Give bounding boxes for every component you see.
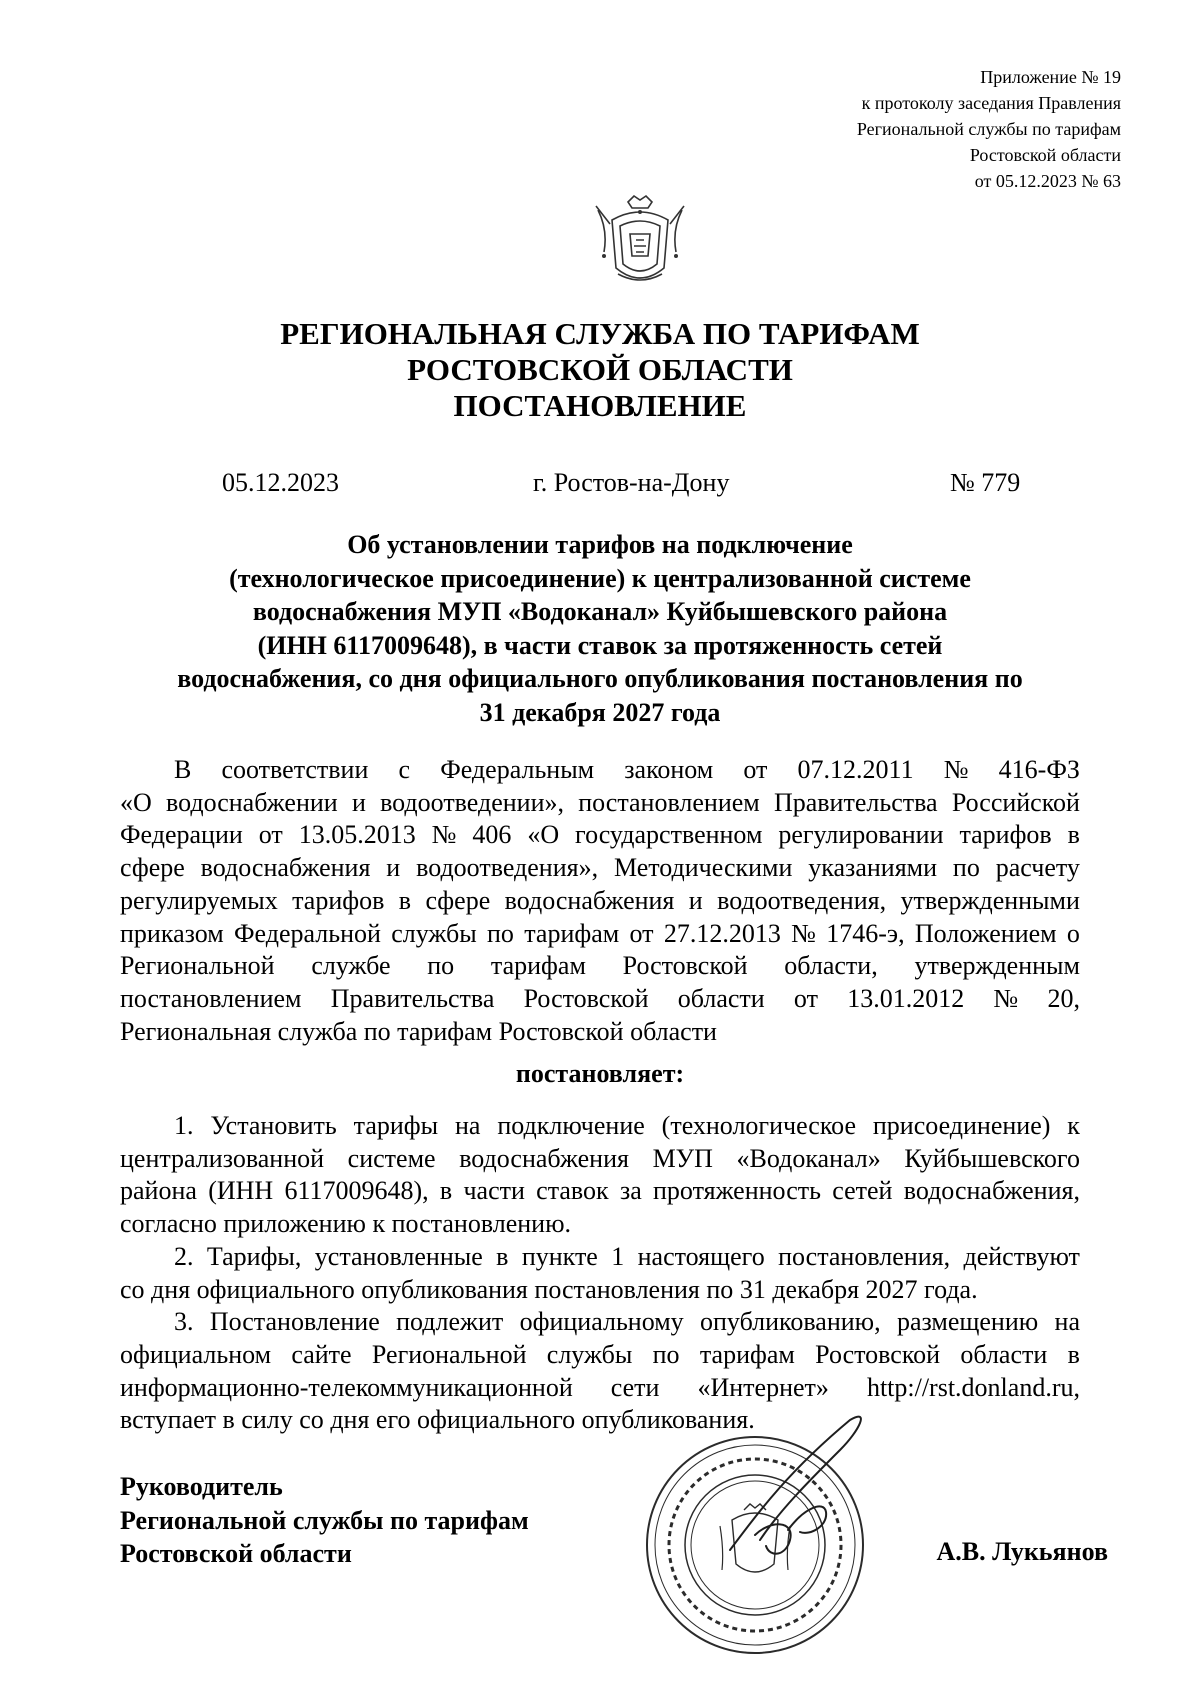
word: опубликования xyxy=(361,1274,535,1304)
word: (технологическое xyxy=(661,1111,856,1140)
decree-word: постановляет: xyxy=(515,1059,685,1088)
word: № xyxy=(791,918,816,948)
word: 1746-э, xyxy=(826,918,905,948)
word: водоснабжения xyxy=(504,885,675,915)
word: приказом xyxy=(120,918,224,948)
word: его xyxy=(375,1405,417,1435)
word: 27.12.2013 xyxy=(663,918,781,948)
word: к xyxy=(372,1209,392,1239)
word: 1 xyxy=(611,1241,625,1271)
word: сети xyxy=(610,1372,660,1402)
text-line xyxy=(120,1372,1080,1405)
word: указаниями xyxy=(808,853,938,883)
word: подлежит xyxy=(396,1307,504,1337)
word: МУП xyxy=(652,1143,713,1173)
subject-line: водоснабжения МУП «Водоканал» Куйбышевского района xyxy=(252,597,948,626)
word: 2027 xyxy=(865,1274,925,1304)
word: дня xyxy=(330,1405,376,1435)
text-line xyxy=(120,1016,1080,1049)
word: утвержденным xyxy=(914,951,1080,981)
coat-of-arms-icon xyxy=(590,190,690,292)
word: 3. xyxy=(174,1307,194,1337)
word: установленные xyxy=(314,1241,483,1271)
word: тарифам xyxy=(699,1339,795,1369)
word: от xyxy=(743,755,768,784)
word: присоединение) xyxy=(872,1111,1051,1140)
word: служба xyxy=(277,1016,364,1046)
text-line xyxy=(120,1241,1080,1274)
org-name-line: РОСТОВСКОЙ ОБЛАСТИ xyxy=(407,352,793,387)
word: 13.05.2013 xyxy=(298,820,416,850)
word: 20, xyxy=(1047,983,1080,1013)
word: приложению xyxy=(223,1209,373,1239)
text-line xyxy=(120,787,1080,820)
word: тарифов xyxy=(959,820,1052,850)
word: постановлению. xyxy=(391,1209,572,1239)
word: официального xyxy=(196,1274,362,1304)
word: официального xyxy=(416,1405,582,1435)
subject-line: (технологическое присоединение) к централизованной системе xyxy=(229,563,971,593)
word: Региональной xyxy=(371,1339,527,1369)
word: 07.12.2011 xyxy=(797,755,914,784)
word: от xyxy=(793,983,818,1013)
word: района xyxy=(120,1176,197,1206)
signer-name: А.В. Лукьянов xyxy=(936,1537,1108,1566)
word: 406 xyxy=(472,820,512,850)
word: (ИНН xyxy=(208,1176,274,1206)
word: от xyxy=(258,820,283,850)
word: размещению xyxy=(896,1307,1039,1337)
word: водоснабжения xyxy=(200,853,371,883)
word: Постановление xyxy=(209,1307,380,1337)
word: декабря xyxy=(772,1274,866,1304)
appendix-line: Приложение № 19 xyxy=(980,67,1121,87)
subject-line: Об установлении тарифов на подключение xyxy=(347,530,853,559)
word: с xyxy=(398,755,411,784)
text-line xyxy=(120,754,1080,787)
word: службе xyxy=(311,951,391,981)
word: к xyxy=(1067,1111,1080,1140)
appendix-line: от 05.12.2023 № 63 xyxy=(974,171,1121,191)
word: сфере xyxy=(120,853,185,883)
subject-line: (ИНН 6117009648), в части ставок за протяженность сетей xyxy=(257,630,943,660)
word: Правительства xyxy=(330,983,495,1013)
word: регулировании xyxy=(778,820,944,850)
document-city: г. Ростов-на-Дону xyxy=(533,468,730,497)
word: по xyxy=(487,918,514,948)
signer-position-line: Ростовской области xyxy=(120,1539,352,1568)
word: тарифам xyxy=(397,1016,499,1046)
word: в xyxy=(398,885,412,915)
word: силу xyxy=(241,1405,300,1435)
text-line xyxy=(120,1274,1080,1307)
word: системе xyxy=(347,1143,436,1173)
word: Федеральной xyxy=(233,918,381,948)
word: протяженность xyxy=(653,1176,821,1206)
word: государственном xyxy=(575,820,763,850)
word: за xyxy=(619,1176,642,1206)
text-line xyxy=(120,950,1080,983)
word: № xyxy=(431,820,457,850)
word: опубликованию, xyxy=(700,1307,881,1337)
word: в xyxy=(496,1241,509,1271)
preamble-paragraph xyxy=(120,754,1080,1048)
word: по xyxy=(427,951,455,981)
text-line xyxy=(120,1175,1080,1208)
word: сетей xyxy=(832,1176,893,1206)
word: области, xyxy=(784,951,878,981)
word: водоотведения, xyxy=(717,885,887,915)
word: Положением xyxy=(914,918,1057,948)
word: со xyxy=(299,1405,331,1435)
word: года. xyxy=(924,1274,978,1304)
appendix-line: Региональной службы по тарифам xyxy=(856,119,1121,139)
word: информационно-телекоммуникационной xyxy=(120,1372,573,1402)
word: официальному xyxy=(519,1307,684,1337)
word: по xyxy=(363,1016,398,1046)
word: службы xyxy=(391,918,477,948)
word: области xyxy=(677,983,765,1013)
word: Российской xyxy=(951,787,1080,817)
word: В xyxy=(174,755,192,784)
signer-position-line: Руководитель xyxy=(120,1472,283,1501)
word: тарифов xyxy=(292,885,385,915)
word: водоснабжения, xyxy=(903,1176,1080,1206)
word: Тарифы, xyxy=(206,1241,302,1271)
word: по xyxy=(952,853,980,883)
handwritten-signature xyxy=(700,1400,900,1600)
word: Ростовской xyxy=(498,1016,631,1046)
word: в xyxy=(1067,1339,1080,1369)
word: официальном xyxy=(120,1339,272,1369)
appendix-line: Ростовской области xyxy=(969,145,1121,165)
word: сфере xyxy=(425,885,491,915)
word: по xyxy=(706,1274,740,1304)
word: постановлением xyxy=(120,983,302,1013)
word: Региональной xyxy=(120,951,275,981)
word: ставок xyxy=(536,1176,609,1206)
word: со xyxy=(120,1274,152,1304)
text-line xyxy=(120,1404,1080,1437)
word: сайте xyxy=(291,1339,352,1369)
word: водоснабжения xyxy=(459,1143,629,1173)
text-line xyxy=(120,918,1080,951)
word: области xyxy=(960,1339,1048,1369)
document-date: 05.12.2023 xyxy=(222,468,339,497)
word: постановлением xyxy=(578,787,760,817)
word: по xyxy=(652,1339,680,1369)
word: Куйбышевского xyxy=(904,1143,1080,1173)
subject-line: 31 декабря 2027 года xyxy=(479,697,721,727)
word: тарифы xyxy=(353,1111,439,1140)
word: тарифам xyxy=(524,918,620,948)
word: Федерации xyxy=(120,820,243,850)
document-type: ПОСТАНОВЛЕНИЕ xyxy=(453,388,747,423)
word: постановления, xyxy=(778,1241,951,1271)
word: от xyxy=(629,918,654,948)
text-line xyxy=(120,1143,1080,1176)
word: в xyxy=(1067,820,1080,850)
word: водоотведении», xyxy=(380,787,565,817)
word: части xyxy=(463,1176,525,1206)
word: области xyxy=(630,1016,717,1046)
word: Ростовской xyxy=(815,1339,941,1369)
org-name-line: РЕГИОНАЛЬНАЯ СЛУЖБА ПО ТАРИФАМ xyxy=(280,316,920,351)
word: опубликования. xyxy=(581,1405,755,1435)
text-line xyxy=(120,983,1080,1016)
text-line xyxy=(120,1208,1080,1241)
organization-header xyxy=(0,316,1200,424)
signature-title xyxy=(120,1470,529,1571)
document-number: № 779 xyxy=(950,468,1021,497)
text-line xyxy=(120,819,1080,852)
word: Ростовской xyxy=(523,983,649,1013)
word: службы xyxy=(546,1339,633,1369)
word: и xyxy=(688,885,703,915)
word: пункте xyxy=(521,1241,598,1271)
word: в xyxy=(222,1405,242,1435)
word: Региональная xyxy=(120,1016,278,1046)
word: централизованной xyxy=(120,1143,325,1173)
word: 6117009648), xyxy=(284,1176,429,1206)
word: в xyxy=(439,1176,453,1206)
subject-line: водоснабжения, со дня официального опубликования постановления по xyxy=(177,664,1023,693)
document-subject xyxy=(120,528,1080,729)
word: подключение xyxy=(497,1111,645,1140)
word: 13.01.2012 xyxy=(847,983,965,1013)
word: расчету xyxy=(995,853,1080,883)
word: Ростовской xyxy=(622,951,748,981)
word: http://rst.donland.ru, xyxy=(866,1372,1080,1402)
word: утвержденными xyxy=(900,885,1080,915)
word: 416-ФЗ xyxy=(998,755,1080,784)
word: согласно xyxy=(120,1209,224,1239)
word: 1. xyxy=(174,1111,194,1140)
decree-items xyxy=(120,1110,1080,1437)
word: постановления xyxy=(534,1274,707,1304)
word: «О xyxy=(120,787,152,817)
word: № xyxy=(993,983,1019,1013)
word: водоотведения», xyxy=(416,853,599,883)
appendix-line: к протоколу заседания Правления xyxy=(861,93,1121,113)
word: и xyxy=(351,787,366,817)
word: «Интернет» xyxy=(697,1372,829,1402)
word: Методическими xyxy=(613,853,793,883)
word: № xyxy=(943,755,969,784)
word: Установить xyxy=(210,1111,337,1140)
word: Правительства xyxy=(773,787,938,817)
word: Федеральным xyxy=(440,755,595,784)
word: 2. xyxy=(174,1241,194,1271)
word: о xyxy=(1066,918,1080,948)
text-line xyxy=(120,1339,1080,1372)
word: на xyxy=(455,1111,481,1140)
word: вступает xyxy=(120,1405,223,1435)
word: 31 xyxy=(739,1274,773,1304)
word: на xyxy=(1054,1307,1080,1337)
word: и xyxy=(386,853,401,883)
word: тарифам xyxy=(490,951,586,981)
text-line xyxy=(120,1110,1080,1143)
signer-position-line: Региональной службы по тарифам xyxy=(120,1505,529,1535)
word: настоящего xyxy=(637,1241,765,1271)
word: дня xyxy=(151,1274,197,1304)
word: законом xyxy=(624,755,714,784)
text-line xyxy=(120,1306,1080,1339)
word: водоснабжении xyxy=(166,787,338,817)
word: действуют xyxy=(963,1241,1080,1271)
appendix-note xyxy=(721,64,1121,194)
word: соответствии xyxy=(221,755,369,784)
text-line xyxy=(120,885,1080,918)
text-line xyxy=(120,852,1080,885)
word: регулируемых xyxy=(120,885,278,915)
word: «Водоканал» xyxy=(736,1143,881,1173)
word: «О xyxy=(527,820,560,850)
